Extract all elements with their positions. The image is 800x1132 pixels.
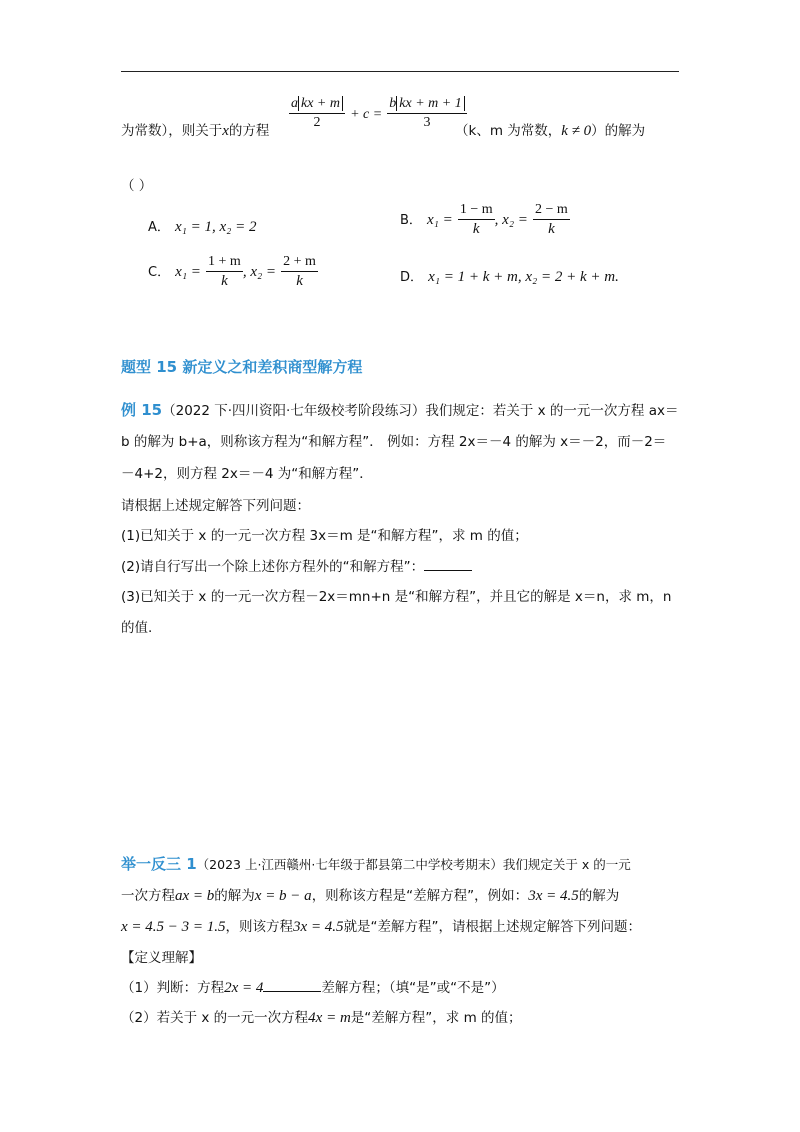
abs-expr-1: kx + m	[301, 96, 340, 111]
answer-blank[interactable]	[263, 979, 321, 992]
option-x2: , x₂ =	[242, 264, 277, 280]
denominator: k	[296, 273, 303, 289]
plus-c: + c =	[350, 107, 383, 122]
text-segment: （2）若关于 x 的一元一次方程	[121, 1010, 309, 1026]
math-expr: ax = b	[175, 888, 215, 904]
text-segment: ，则称该方程是“差解方程”，例如：	[311, 888, 529, 904]
option-c[interactable]	[148, 253, 318, 290]
option-b[interactable]	[400, 201, 570, 238]
ex15-question-2	[121, 555, 472, 575]
text-segment: （k、m 为常数，	[455, 123, 562, 139]
equation-lhs	[289, 95, 467, 132]
fraction	[281, 253, 318, 290]
jyfs1-line-3	[121, 915, 641, 936]
fraction-1-numerator	[289, 95, 345, 114]
numerator: 1 − m	[458, 201, 495, 220]
math-expr: 3x = 4.5	[528, 888, 579, 904]
var-a: a	[291, 96, 298, 111]
section-title: 题型 15 新定义之和差积商型解方程	[121, 358, 363, 376]
text-segment: ，则该方程	[225, 919, 294, 935]
abs-expr-2: kx + m + 1	[399, 96, 462, 111]
denominator: k	[548, 221, 555, 237]
option-a[interactable]	[148, 216, 257, 236]
fraction-1-denominator: 2	[313, 115, 321, 130]
text-segment: （2023 上·江西赣州·七年级于都县第二中学校考期末）我们规定关于 x 的一元	[196, 857, 631, 872]
var-x: x	[222, 123, 229, 139]
option-x1: x₁ =	[427, 212, 453, 228]
jyfs1-line-2	[121, 884, 619, 905]
denominator: k	[472, 221, 480, 237]
option-expr: x₁ = 1, x₂ = 2	[175, 219, 257, 235]
fraction-2-denominator: 3	[423, 115, 431, 130]
option-label: D．	[400, 270, 424, 285]
denominator: k	[221, 273, 228, 289]
text-segment: 的解为	[214, 888, 255, 904]
fraction	[458, 201, 495, 238]
answer-parentheses: （ ）	[121, 178, 153, 194]
ex15-line-2: b 的解为 b+a，则称该方程为“和解方程”． 例如：方程 2x＝－4 的解为 x＝－2，而－2＝	[121, 434, 667, 450]
numerator: 2 − m	[533, 201, 570, 220]
text-segment: (2)请自行写出一个除上述你方程外的“和解方程”：	[121, 559, 425, 575]
ex15-line-1	[121, 399, 678, 420]
var-b: b	[389, 96, 397, 111]
ex15-line-3: －4+2，则方程 2x＝－4 为“和解方程”．	[121, 466, 373, 482]
text-segment: 的解为	[578, 888, 620, 904]
practice-tag: 举一反三 1	[121, 855, 197, 873]
jyfs1-line-1	[121, 853, 631, 874]
jyfs1-subheading: 【定义理解】	[121, 950, 202, 966]
fraction-1	[289, 95, 345, 132]
option-d[interactable]	[400, 266, 619, 286]
header-rule	[121, 71, 679, 72]
jyfs1-question-2	[121, 1006, 522, 1027]
fraction-2-numerator	[387, 95, 466, 114]
option-expr: x₁ = 1 + k + m, x₂ = 2 + k + m.	[428, 269, 619, 285]
option-x2: , x₂ =	[494, 212, 528, 228]
text-segment: 就是“差解方程”，请根据上述规定解答下列问题：	[343, 919, 642, 935]
text-segment: 是“差解方程”，求 m 的值；	[350, 1010, 522, 1026]
math-expr: 3x = 4.5	[293, 919, 344, 935]
option-x1: x₁ =	[175, 264, 201, 280]
numerator: 2 + m	[281, 253, 318, 272]
k-nonzero: k ≠ 0	[561, 123, 592, 139]
condition-text	[455, 119, 645, 140]
text-segment: 的方程	[228, 123, 270, 139]
prev-question-line	[121, 119, 269, 140]
math-expr: x = b − a	[254, 888, 312, 904]
ex15-line-4: 请根据上述规定解答下列问题：	[121, 498, 310, 514]
numerator: 1 + m	[206, 253, 243, 272]
option-label: B．	[400, 213, 422, 228]
text-segment: 一次方程	[121, 888, 175, 904]
text-segment: 差解方程；（填“是”或“不是”）	[321, 980, 505, 996]
fraction	[206, 253, 243, 290]
math-expr: x = 4.5 − 3 = 1.5	[121, 919, 226, 935]
answer-blank[interactable]	[424, 558, 472, 571]
ex15-question-3-cont: 的值.	[121, 620, 153, 636]
text-segment: （1）判断：方程	[121, 980, 225, 996]
jyfs1-question-1	[121, 976, 505, 997]
text-segment: （2022 下·四川资阳·七年级校考阶段练习）我们规定：若关于 x 的一元一次方程 ax＝	[162, 403, 679, 419]
text-segment: 为常数），则关于	[121, 123, 223, 139]
option-label: C．	[148, 265, 171, 280]
fraction	[533, 201, 570, 238]
ex15-question-3: (3)已知关于 x 的一元一次方程－2x＝mn+n 是“和解方程”，并且它的解是 x＝n，求 m，n	[121, 589, 672, 605]
example-tag: 例 15	[121, 401, 163, 419]
math-expr: 2x = 4	[224, 980, 264, 996]
ex15-question-1: (1)已知关于 x 的一元一次方程 3x＝m 是“和解方程”，求 m 的值；	[121, 528, 528, 544]
option-label: A．	[148, 220, 170, 235]
math-expr: 4x = m	[308, 1010, 351, 1026]
text-segment: ）的解为	[591, 123, 646, 139]
